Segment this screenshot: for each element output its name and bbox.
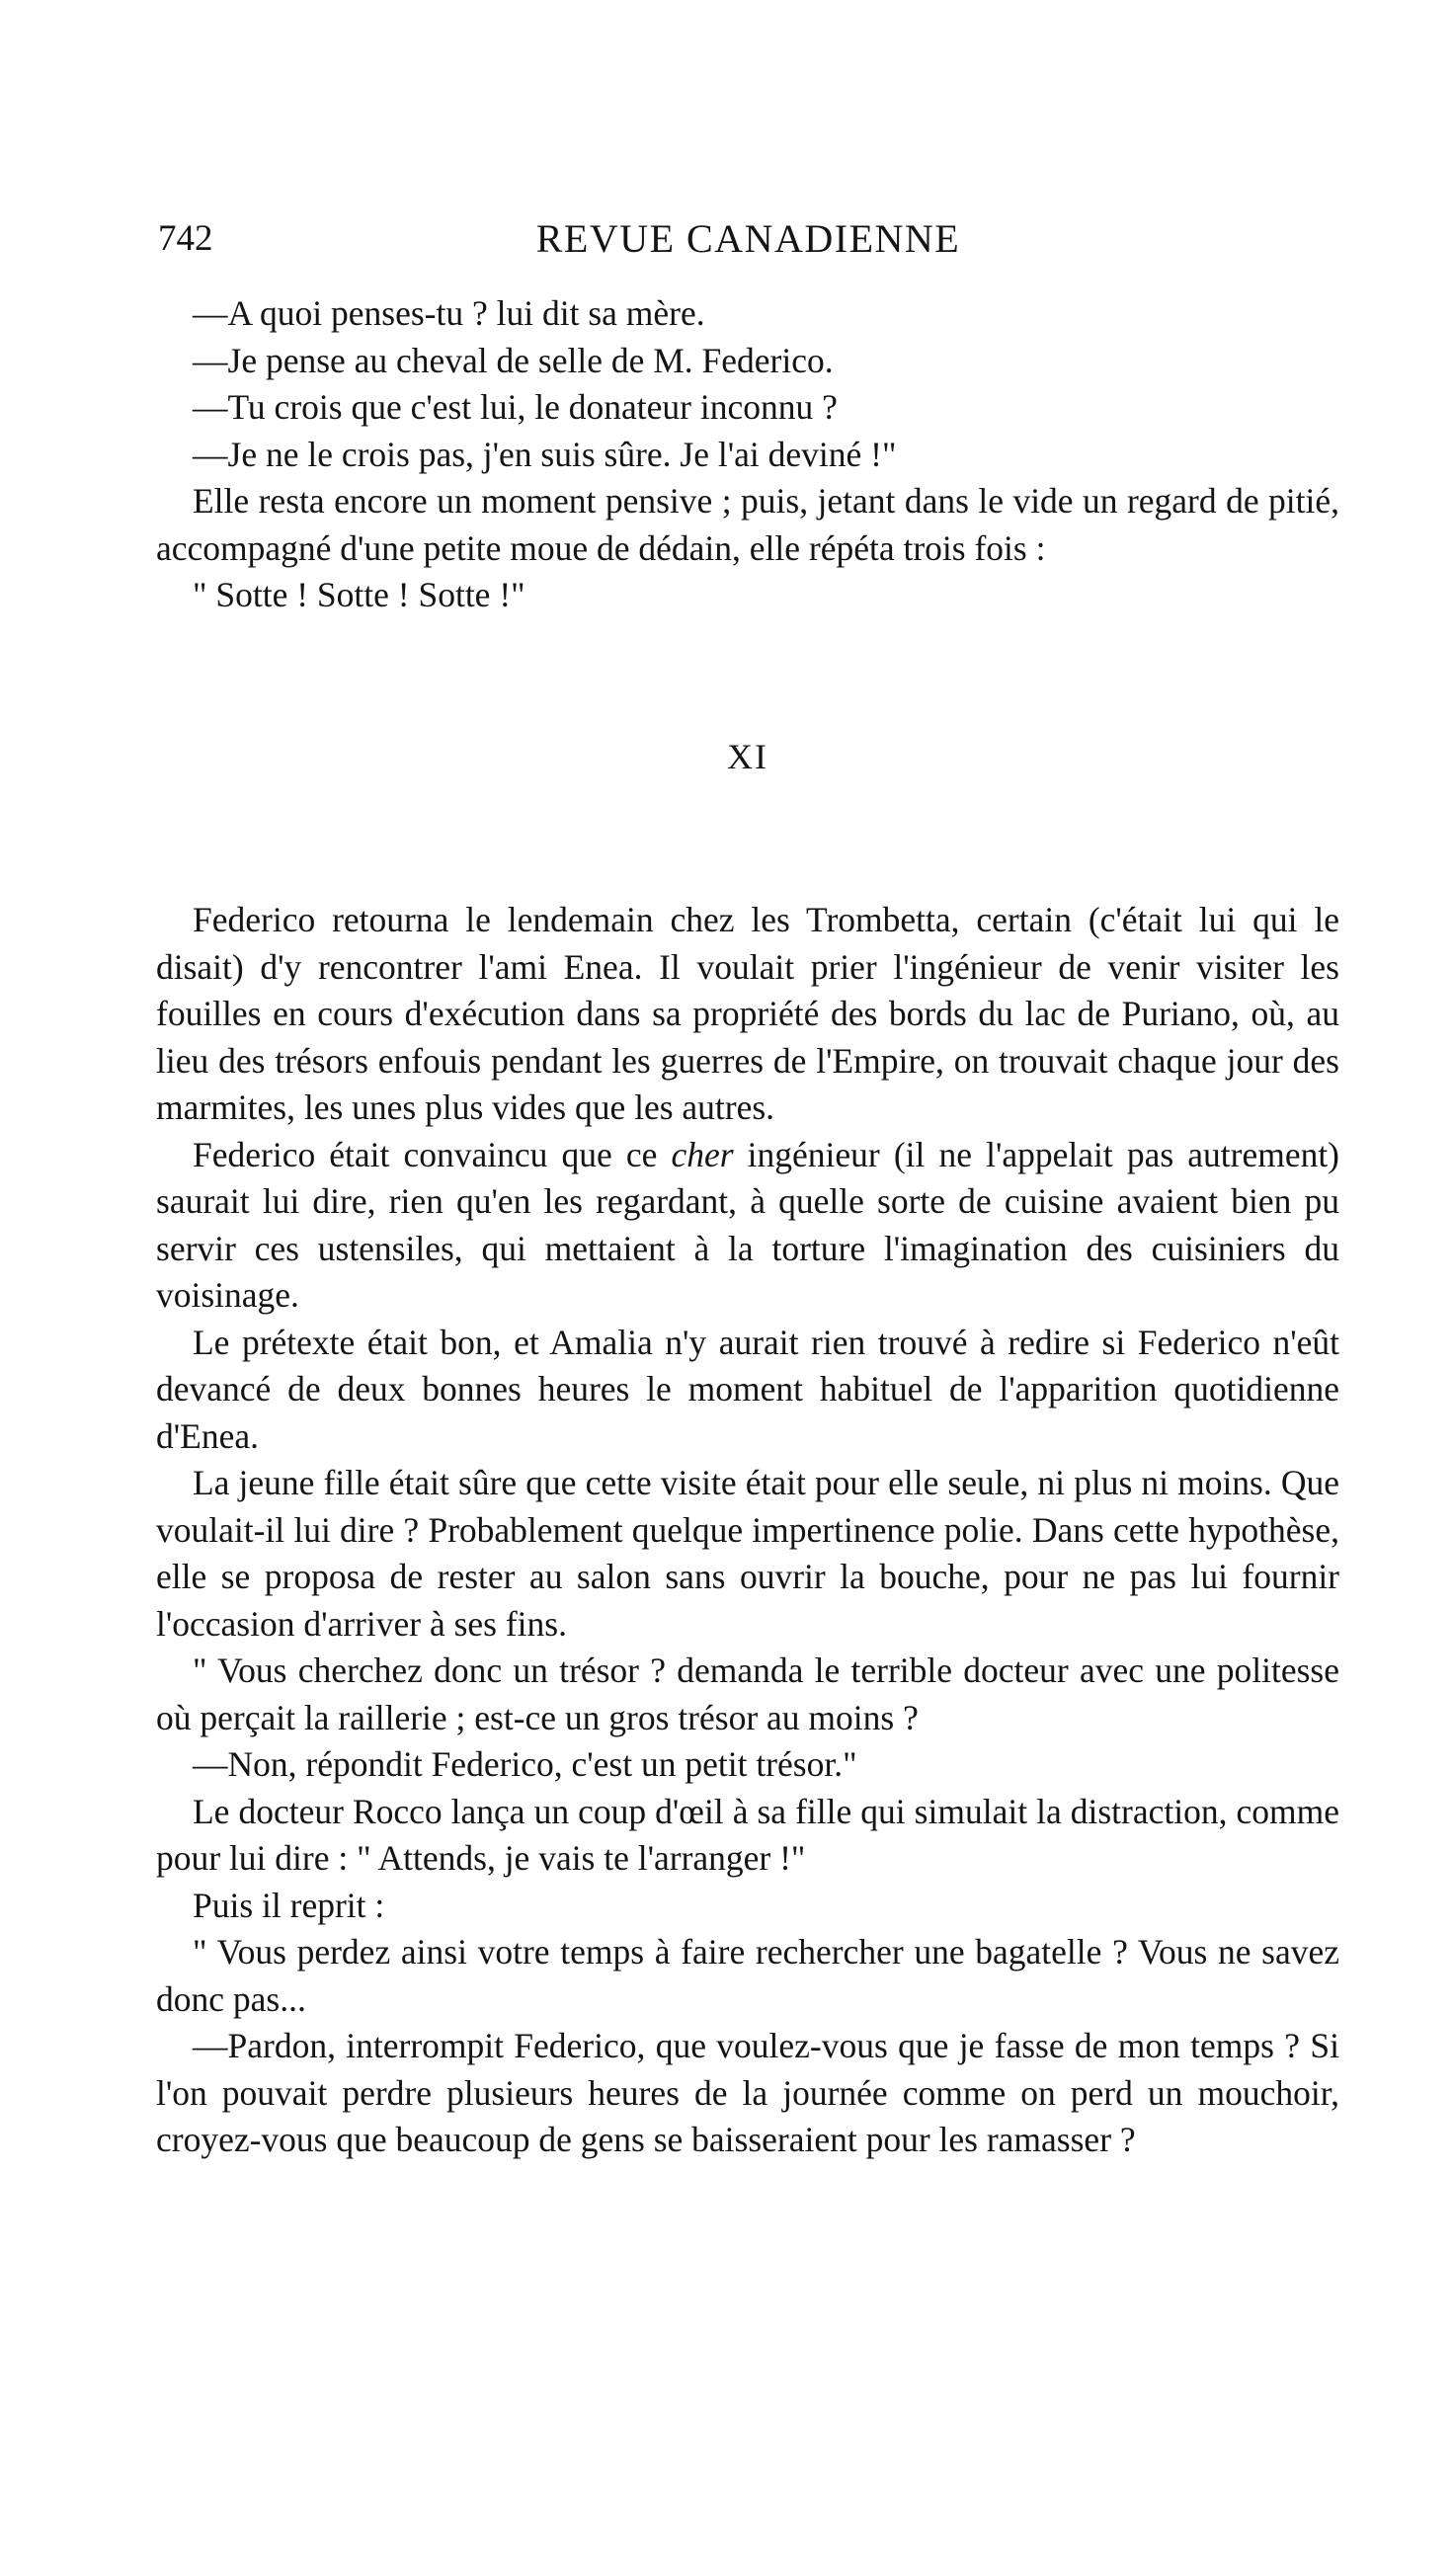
dialogue-line: —Je ne le crois pas, j'en suis sûre. Je l'ai deviné !" <box>193 434 897 474</box>
paragraph-text: ingénieur (il ne l'appelait pas autrement) saurait lui dire, rien qu'en les regardant, à quelle sorte de cuisine avaient bien pu servir ces ustensiles, qui mettaient à la torture l'imagination des cuisiniers du voisinage. <box>156 1134 1340 1315</box>
paragraph: —Pardon, interrompit Federico, que voulez-vous que je fasse de mon temps ? Si l'on pouvait perdre plusieurs heures de la journée comme on perd un mouchoir, croyez-vous que beaucoup de gens se baisseraient pour les ramasser ? <box>156 2026 1339 2159</box>
italic-word: cher <box>671 1134 734 1174</box>
dialogue-line: —Non, répondit Federico, c'est un petit trésor." <box>193 1744 857 1784</box>
paragraph: " Vous perdez ainsi votre temps à faire rechercher une bagatelle ? Vous ne savez donc pas... <box>156 1932 1339 2019</box>
dialogue-line: —A quoi penses-tu ? lui dit sa mère. <box>193 293 705 333</box>
paragraph: Federico retourna le lendemain chez les Trombetta, certain (c'était lui qui le disait) d'y rencontrer l'ami Enea. Il voulait prier l'ingénieur de venir visiter les fouilles en cours d'exécution dans sa propriété des bords du lac de Puriano, où, au lieu des trésors enfouis pendant les guerres de l'Empire, on trouvait chaque jour des marmites, les unes plus vides que les autres. <box>156 900 1339 1127</box>
dialogue-line: —Je pense au cheval de selle de M. Federico. <box>193 340 834 380</box>
chapter-heading: XI <box>727 736 768 776</box>
paragraph <box>156 1132 1339 1320</box>
paragraph: Le docteur Rocco lança un coup d'œil à sa fille qui simulait la distraction, comme pour lui dire : " Attends, je vais te l'arranger !" <box>156 1791 1339 1878</box>
running-title: REVUE CANADIENNE <box>535 216 961 261</box>
running-header <box>158 209 1338 269</box>
dialogue-line: —Tu crois que c'est lui, le donateur inconnu ? <box>193 387 838 427</box>
quote-sotte: " Sotte ! Sotte ! Sotte !" <box>193 575 525 614</box>
paragraph-text: Federico était convaincu que ce <box>193 1134 672 1174</box>
paragraph: La jeune fille était sûre que cette visite était pour elle seule, ni plus ni moins. Que voulait-il lui dire ? Probablement quelque impertinence polie. Dans cette hypothèse, elle se proposa de rester au salon sans ouvrir la bouche, pour ne pas lui fournir l'occasion d'arriver à ses fins. <box>156 1463 1339 1644</box>
dialogue-line: Puis il reprit : <box>193 1885 385 1925</box>
page-number: 742 <box>158 218 213 259</box>
paragraph-elle-resta: Elle resta encore un moment pensive ; puis, jetant dans le vide un regard de pitié, accompagné d'une petite moue de dédain, elle répéta trois fois : <box>156 481 1339 568</box>
paragraph: Le prétexte était bon, et Amalia n'y aurait rien trouvé à redire si Federico n'eût devancé de deux bonnes heures le moment habituel de l'apparition quotidienne d'Enea. <box>156 1322 1339 1456</box>
page-body <box>156 290 1339 2164</box>
paragraph: " Vous cherchez donc un trésor ? demanda le terrible docteur avec une politesse où perçait la raillerie ; est-ce un gros trésor au moins ? <box>156 1650 1339 1737</box>
